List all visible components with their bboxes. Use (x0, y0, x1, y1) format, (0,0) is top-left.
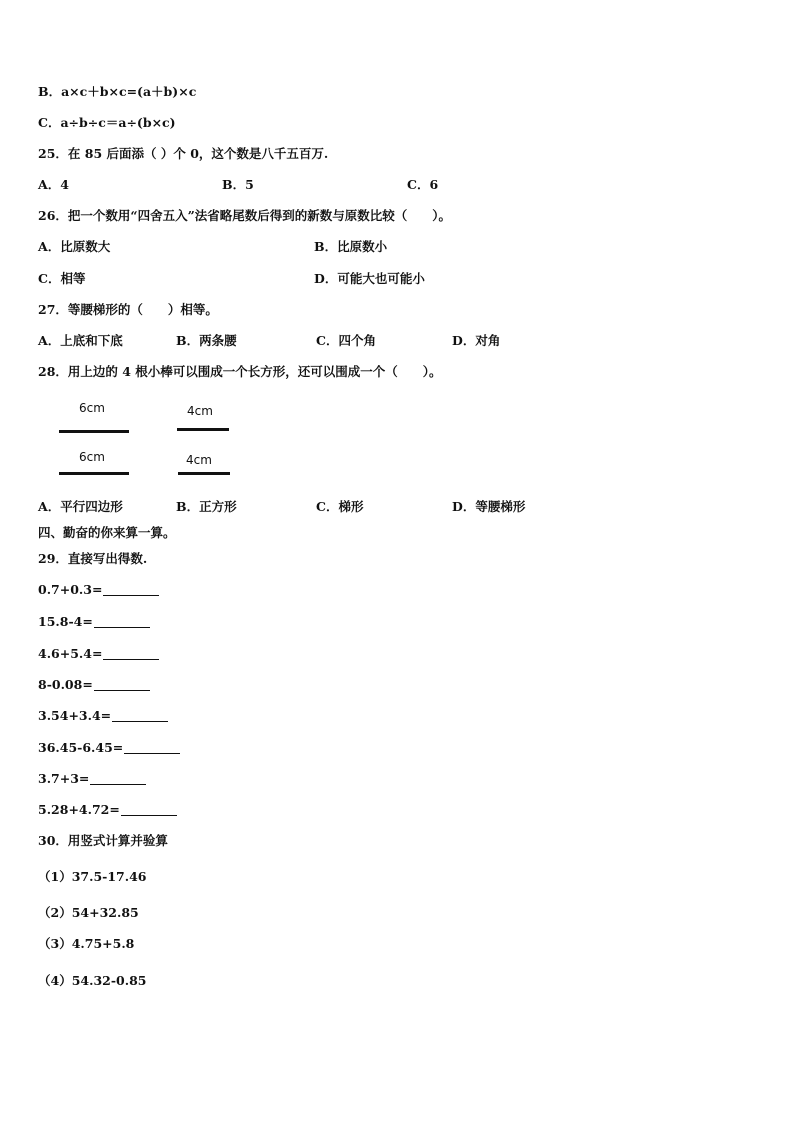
q26-option-c: C．相等 (38, 271, 86, 286)
answer-blank[interactable] (103, 583, 159, 596)
answer-blank[interactable] (124, 741, 180, 754)
question-25-stem: 25．在 85 后面添（ ）个 0，这个数是八千五百万. (38, 146, 329, 161)
q27-option-c: C．四个角 (316, 333, 376, 348)
answer-blank[interactable] (112, 709, 168, 722)
q29-item-3: 4.6+5.4= (38, 646, 159, 662)
q27-option-d: D．对角 (452, 333, 501, 348)
q25-option-b: B．5 (222, 177, 254, 192)
option-b-distributive: B．a×c＋b×c=(a＋b)×c (38, 84, 197, 99)
question-30-stem: 30．用竖式计算并验算 (38, 833, 168, 848)
q29-item-2: 15.8-4= (38, 614, 150, 630)
stick-2 (177, 428, 229, 431)
question-29-stem: 29．直接写出得数. (38, 551, 148, 566)
question-28-stem: 28．用上边的 4 根小棒可以围成一个长方形，还可以围成一个（ ）。 (38, 364, 442, 379)
stick-1 (59, 430, 129, 433)
q26-option-a: A．比原数大 (38, 239, 111, 254)
stick-label-4: 4cm (186, 453, 212, 467)
section-4-heading: 四、勤奋的你来算一算。 (38, 525, 176, 540)
q27-option-b: B．两条腰 (176, 333, 237, 348)
answer-blank[interactable] (121, 803, 177, 816)
answer-blank[interactable] (103, 647, 159, 660)
q29-item-1: 0.7+0.3= (38, 582, 159, 598)
question-26-stem: 26．把一个数用“四舍五入”法省略尾数后得到的新数与原数比较（ ）。 (38, 208, 452, 223)
stick-label-3: 6cm (79, 450, 105, 464)
stick-4 (178, 472, 230, 475)
q27-option-a: A．上底和下底 (38, 333, 123, 348)
q29-item-7: 3.7+3= (38, 771, 146, 787)
stick-label-2: 4cm (187, 404, 213, 418)
stick-label-1: 6cm (79, 401, 105, 415)
option-c-division: C．a÷b÷c＝a÷(b×c) (38, 115, 176, 130)
q26-option-d: D．可能大也可能小 (314, 271, 425, 286)
q29-item-6: 36.45-6.45= (38, 740, 180, 756)
answer-blank[interactable] (94, 615, 150, 628)
answer-blank[interactable] (94, 678, 150, 691)
q29-item-8: 5.28+4.72= (38, 802, 177, 818)
q28-option-a: A．平行四边形 (38, 499, 123, 514)
question-27-stem: 27．等腰梯形的（ ）相等。 (38, 302, 218, 317)
stick-3 (59, 472, 129, 475)
q30-item-4: （4）54.32-0.85 (38, 973, 147, 988)
q29-item-4: 8-0.08= (38, 677, 150, 693)
q29-item-5: 3.54+3.4= (38, 708, 168, 724)
q30-item-1: （1）37.5-17.46 (38, 869, 147, 884)
q30-item-2: （2）54+32.85 (38, 905, 139, 920)
answer-blank[interactable] (90, 772, 146, 785)
q28-option-c: C．梯形 (316, 499, 364, 514)
q26-option-b: B．比原数小 (314, 239, 388, 254)
q25-option-a: A．4 (38, 177, 69, 192)
q28-option-b: B．正方形 (176, 499, 237, 514)
q28-option-d: D．等腰梯形 (452, 499, 526, 514)
q25-option-c: C．6 (407, 177, 439, 192)
q30-item-3: （3）4.75+5.8 (38, 936, 135, 951)
